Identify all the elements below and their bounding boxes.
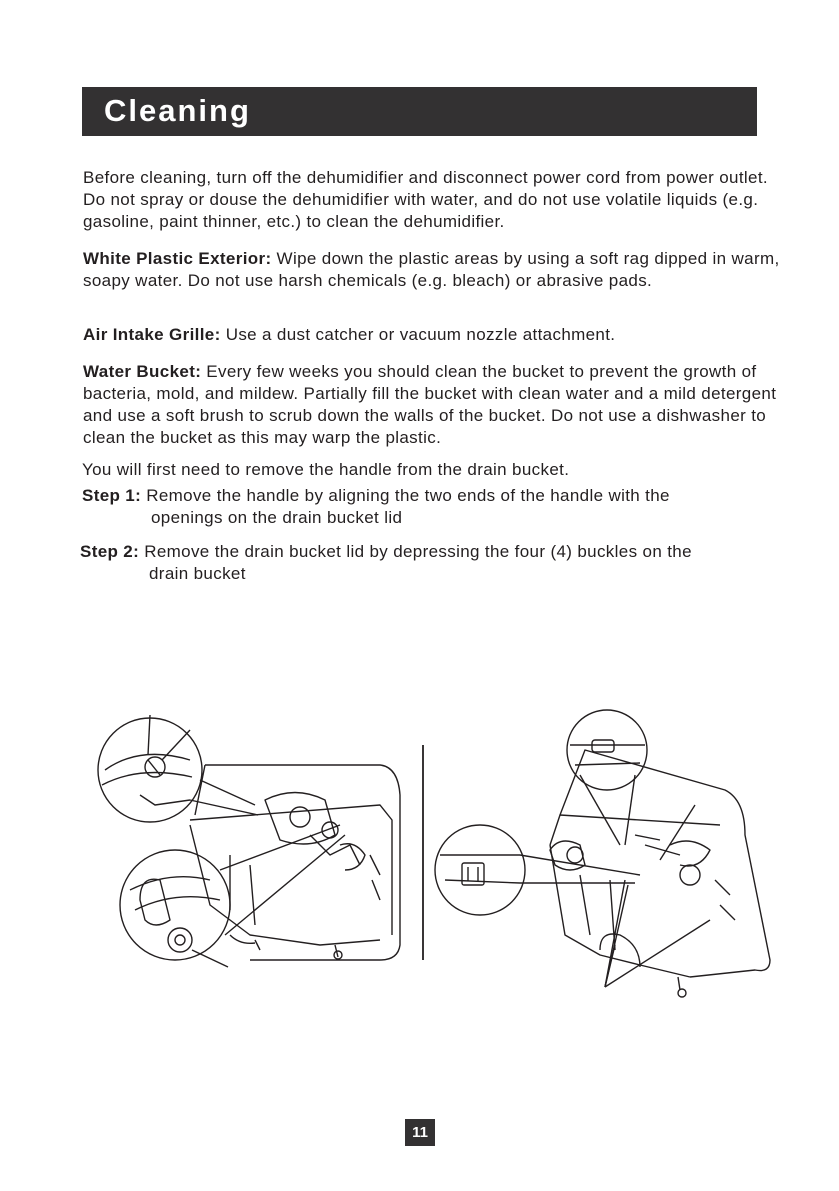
leader-line-3 [605, 945, 615, 987]
step-1 [82, 485, 782, 529]
step-2-label: Step 2: [80, 542, 140, 561]
intro-paragraph: Before cleaning, turn off the dehumidifier and disconnect power cord from power outlet. Do not spray or douse the dehumidifier with water, and do not use volatile liquids (e.g. gasoline, paint thinner, etc.) to clean the dehumidifier. [83, 168, 769, 231]
step-2-text-cont: drain bucket [149, 564, 246, 583]
step-1-text-cont: openings on the drain bucket lid [151, 508, 403, 527]
exterior-text: Wipe down the plastic areas by using a soft rag dipped in warm, soapy water. Do not use harsh chemicals (e.g. bleach) or abrasive pads. [83, 249, 780, 290]
section-header-bar [82, 87, 757, 136]
left-callout-bottom [120, 825, 345, 967]
left-callout-top [98, 715, 258, 822]
bucket-text: Every few weeks you should clean the bucket to prevent the growth of bacteria, mold, and mildew. Partially fill the bucket with clean water and a mild detergent and use a soft brush to scrub down the walls of the bucket. Do not use a dishwasher to clean the bucket as this may warp the plastic. [83, 362, 777, 447]
page-title: Cleaning [104, 93, 251, 128]
leader-line-5 [660, 805, 695, 860]
grille-paragraph [83, 324, 783, 346]
right-callout-middle [435, 825, 640, 915]
exterior-label: White Plastic Exterior: [83, 249, 272, 268]
handle-note: You will first need to remove the handle from the drain bucket. [82, 460, 570, 479]
page-number: 11 [405, 1119, 435, 1146]
step-2-text: Remove the drain bucket lid by depressing the four (4) buckles on the [139, 542, 692, 561]
right-callout-top [567, 710, 647, 845]
bucket-paragraph [83, 361, 783, 449]
exterior-paragraph [83, 248, 783, 292]
right-bucket-drawing [550, 750, 770, 997]
grille-label: Air Intake Grille: [83, 325, 221, 344]
bucket-label: Water Bucket: [83, 362, 202, 381]
bucket-illustration [80, 705, 780, 1005]
left-bucket-drawing [190, 765, 400, 960]
step-1-text: Remove the handle by aligning the two ends of the handle with the [141, 486, 670, 505]
grille-text: Use a dust catcher or vacuum nozzle attachment. [220, 325, 616, 344]
step-1-label: Step 1: [82, 486, 142, 505]
step-2 [80, 541, 780, 585]
